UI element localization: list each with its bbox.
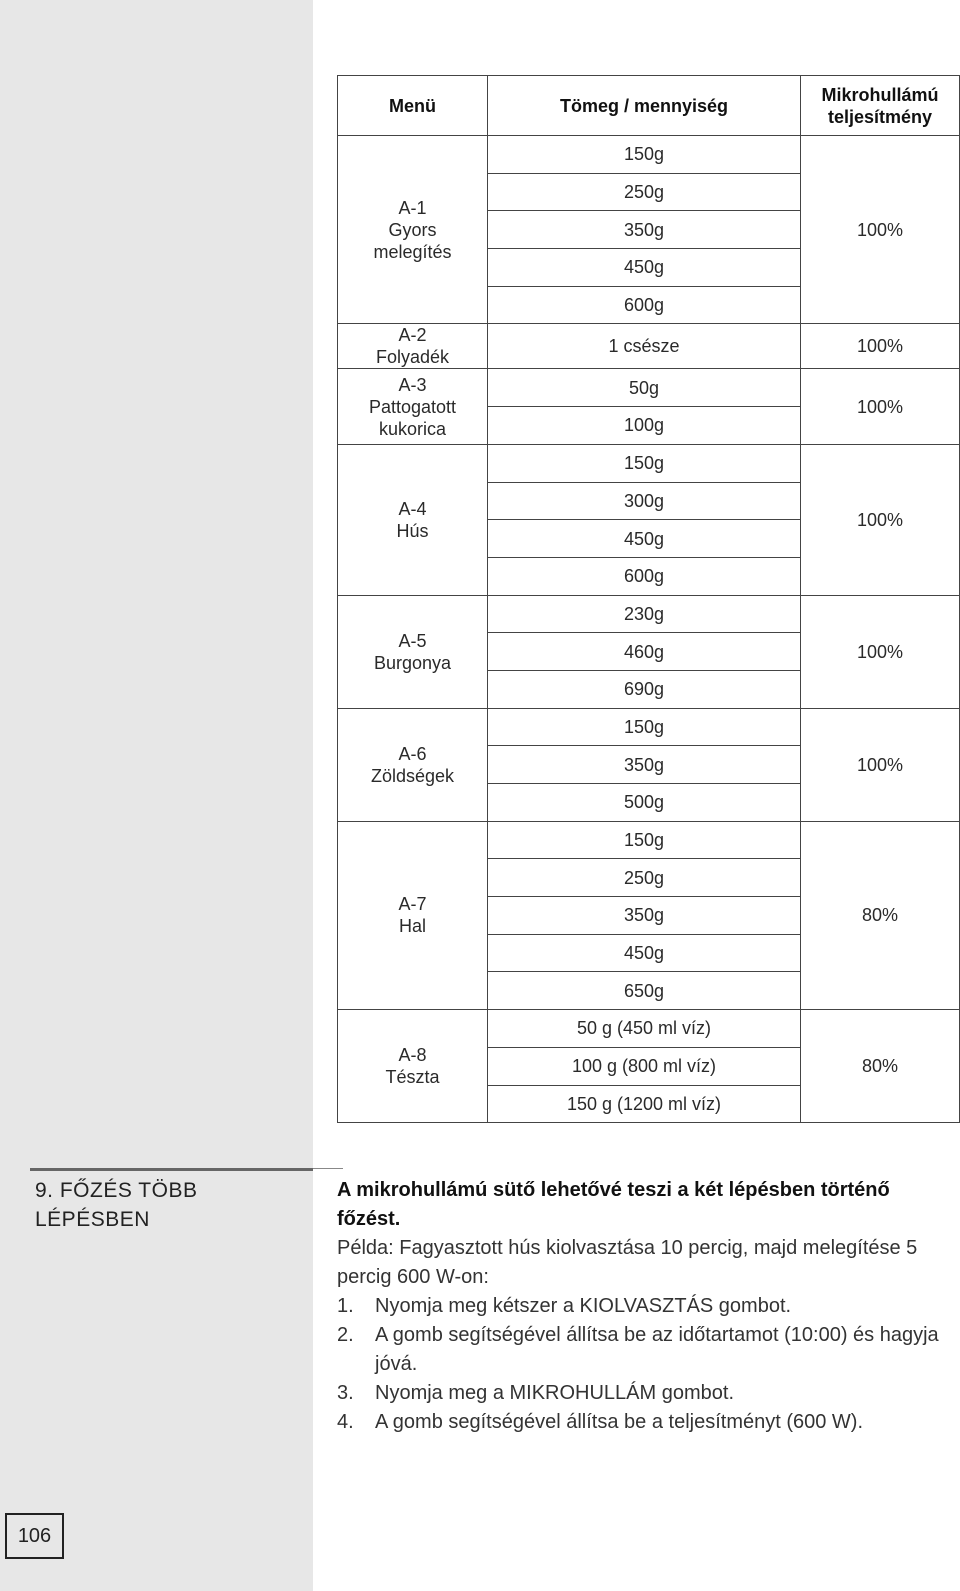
quantity-cell: 450g: [488, 520, 801, 558]
quantity-cell: 1 csésze: [488, 324, 801, 369]
section-title: 9. FŐZÉS TÖBB LÉPÉSBEN: [35, 1179, 198, 1231]
quantity-cell: 350g: [488, 897, 801, 935]
quantity-cell: 500g: [488, 784, 801, 822]
auto-menu-table: [337, 75, 960, 1123]
step-number: 3.: [337, 1382, 354, 1404]
quantity-cell: 300g: [488, 482, 801, 520]
quantity-cell: 50g: [488, 369, 801, 407]
quantity-cell: 450g: [488, 934, 801, 972]
step-item: [337, 1321, 952, 1379]
power-cell: 100%: [801, 369, 960, 444]
step-item: [337, 1292, 952, 1321]
table-row: [338, 1010, 960, 1048]
quantity-cell: 150 g (1200 ml víz): [488, 1085, 801, 1123]
quantity-cell: 600g: [488, 286, 801, 324]
table-header-row: [338, 76, 960, 136]
table-row: [338, 821, 960, 859]
quantity-cell: 350g: [488, 746, 801, 784]
steps-list: [337, 1292, 952, 1437]
step-number: 1.: [337, 1295, 354, 1317]
quantity-cell: 450g: [488, 249, 801, 287]
quantity-cell: 350g: [488, 211, 801, 249]
power-cell: 100%: [801, 708, 960, 821]
quantity-cell: 150g: [488, 821, 801, 859]
step-text: A gomb segítségével állítsa be a teljesítményt (600 W).: [375, 1411, 864, 1433]
step-text: Nyomja meg a MIKROHULLÁM gombot.: [375, 1382, 735, 1404]
menu-cell: A-6 Zöldségek: [338, 708, 488, 821]
table-row: [338, 708, 960, 746]
step-item: [337, 1408, 952, 1437]
lead-paragraph: A mikrohullámú sütő lehetővé teszi a két lépésben történő főzést.: [337, 1179, 890, 1230]
example-paragraph: Példa: Fagyasztott hús kiolvasztása 10 percig, majd melegítése 5 percig 600 W-on:: [337, 1237, 918, 1288]
quantity-cell: 100g: [488, 407, 801, 445]
step-number: 4.: [337, 1411, 354, 1433]
menu-cell: A-7 Hal: [338, 821, 488, 1009]
power-cell: 100%: [801, 444, 960, 595]
menu-cell: A-1 Gyors melegítés: [338, 136, 488, 324]
section-body: [337, 1176, 952, 1437]
table-row: [338, 595, 960, 633]
section-divider: [30, 1168, 313, 1171]
quantity-cell: 230g: [488, 595, 801, 633]
table-row: [338, 369, 960, 407]
step-item: [337, 1379, 952, 1408]
menu-cell: A-5 Burgonya: [338, 595, 488, 708]
quantity-cell: 690g: [488, 670, 801, 708]
quantity-cell: 600g: [488, 557, 801, 595]
quantity-cell: 150g: [488, 136, 801, 174]
page-number: 106: [5, 1513, 64, 1559]
header-menu: Menü: [338, 76, 488, 136]
table-row: [338, 324, 960, 369]
header-quantity: Tömeg / mennyiség: [488, 76, 801, 136]
table-row: [338, 136, 960, 174]
sidebar-background: [0, 0, 313, 1591]
quantity-cell: 250g: [488, 859, 801, 897]
quantity-cell: 150g: [488, 444, 801, 482]
step-number: 2.: [337, 1324, 354, 1346]
section-divider-extension: [313, 1168, 343, 1169]
quantity-cell: 460g: [488, 633, 801, 671]
menu-cell: A-8 Tészta: [338, 1010, 488, 1123]
table-body: [338, 136, 960, 1123]
power-cell: 100%: [801, 136, 960, 324]
table-row: [338, 444, 960, 482]
menu-cell: A-4 Hús: [338, 444, 488, 595]
step-text: A gomb segítségével állítsa be az időtartamot (10:00) és hagyja jóvá.: [375, 1324, 939, 1375]
power-cell: 100%: [801, 324, 960, 369]
power-cell: 100%: [801, 595, 960, 708]
menu-cell: A-3 Pattogatott kukorica: [338, 369, 488, 444]
header-power: Mikrohullámú teljesítmény: [801, 76, 960, 136]
quantity-cell: 100 g (800 ml víz): [488, 1047, 801, 1085]
power-cell: 80%: [801, 821, 960, 1009]
quantity-cell: 650g: [488, 972, 801, 1010]
quantity-cell: 250g: [488, 173, 801, 211]
quantity-cell: 150g: [488, 708, 801, 746]
quantity-cell: 50 g (450 ml víz): [488, 1010, 801, 1048]
step-text: Nyomja meg kétszer a KIOLVASZTÁS gombot.: [375, 1295, 792, 1317]
power-cell: 80%: [801, 1010, 960, 1123]
menu-cell: A-2 Folyadék: [338, 324, 488, 369]
